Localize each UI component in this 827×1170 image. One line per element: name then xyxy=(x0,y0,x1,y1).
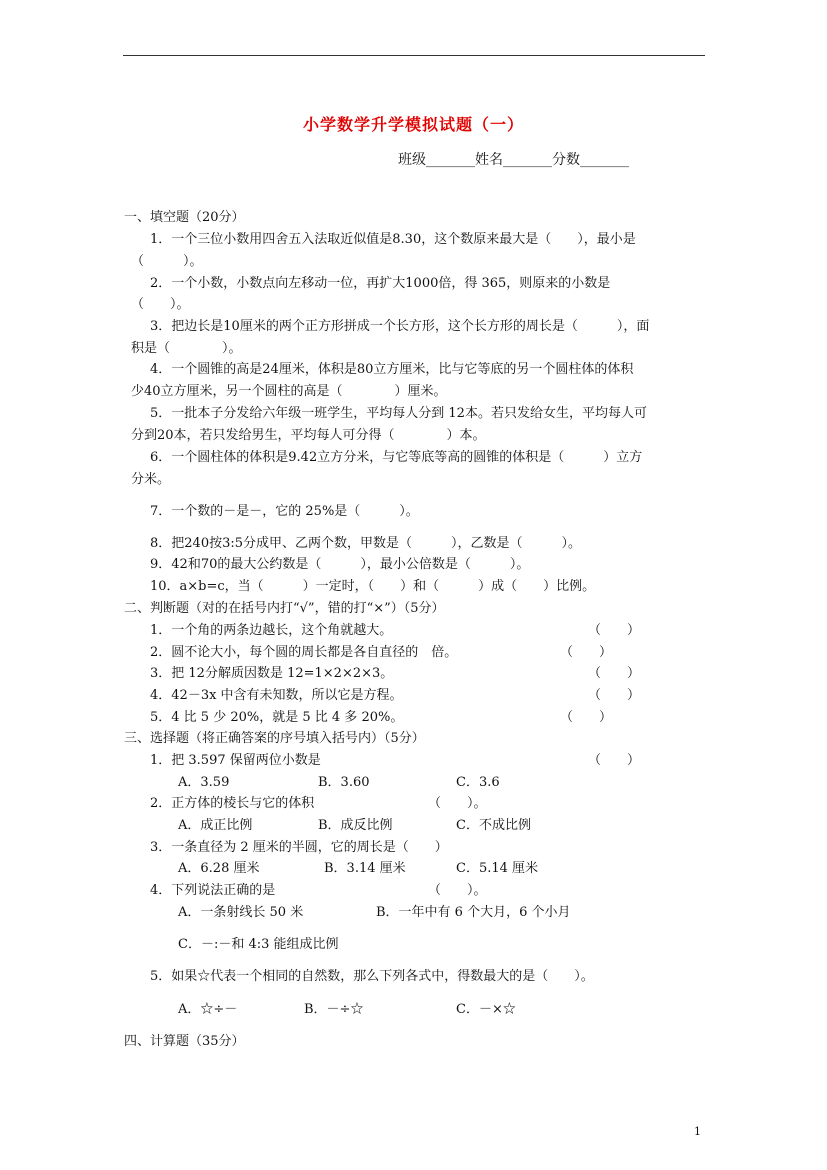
fill-question: 分米。 xyxy=(131,472,171,487)
header-fields: 班级_______姓名_______分数_______ xyxy=(398,152,629,168)
choice-option: C．－:－和 4:3 能组成比例 xyxy=(178,937,339,952)
answer-bracket: （ ） xyxy=(560,710,613,725)
choice-option: B．3.60 xyxy=(318,775,370,790)
section-heading: 四、计算题（35分） xyxy=(124,1034,245,1049)
answer-bracket: （ ） xyxy=(588,753,641,768)
fill-question: 少40立方厘米，另一个圆柱的高是（ ）厘米。 xyxy=(131,384,447,399)
fill-question: 3．把边长是10厘米的两个正方形拼成一个长方形，这个长方形的周长是（ ），面 xyxy=(150,319,650,334)
fill-question: （ ）。 xyxy=(131,254,203,269)
judge-question: 1．一个角的两条边越长，这个角就越大。 xyxy=(150,623,393,638)
fill-question: 分到20本，若只发给男生，平均每人可分得（ ）本。 xyxy=(131,428,486,443)
judge-question: 3．把 12分解质因数是 12=1×2×2×3。 xyxy=(150,666,394,681)
answer-bracket: （ ）。 xyxy=(428,883,487,898)
choice-question: 3．一条直径为 2 厘米的半圆，它的周长是（ ） xyxy=(150,840,448,855)
answer-bracket: （ ）。 xyxy=(428,796,487,811)
page-number: 1 xyxy=(694,1125,701,1138)
choice-option: B．成反比例 xyxy=(318,818,393,833)
fill-question: （ ）。 xyxy=(131,297,190,312)
choice-option: A．6.28 厘米 xyxy=(178,861,260,876)
answer-bracket: （ ） xyxy=(560,645,613,660)
judge-question: 4．42－3x 中含有未知数，所以它是方程。 xyxy=(150,688,403,703)
choice-option: A．成正比例 xyxy=(178,818,253,833)
choice-option: A．3.59 xyxy=(178,775,230,790)
choice-option: C．不成比例 xyxy=(456,818,531,833)
page-title: 小学数学升学模拟试题（一） xyxy=(302,115,524,134)
fill-question: 1．一个三位小数用四舍五入法取近似值是8.30，这个数原来最大是（ ），最小是 xyxy=(150,232,636,247)
choice-option: C．5.14 厘米 xyxy=(456,861,539,876)
answer-bracket: （ ） xyxy=(588,688,641,703)
judge-question: 5．4 比 5 少 20%，就是 5 比 4 多 20%。 xyxy=(150,710,404,725)
fill-question: 积是（ ）。 xyxy=(131,341,242,356)
header-rule xyxy=(123,55,705,56)
choice-option: C．3.6 xyxy=(456,775,500,790)
choice-option: B．一年中有 6 个大月，6 个小月 xyxy=(376,905,571,920)
section-heading: 一、填空题（20分） xyxy=(124,210,245,225)
choice-option: B．－÷☆ xyxy=(304,1002,364,1017)
choice-question: 1．把 3.597 保留两位小数是 xyxy=(150,753,321,768)
judge-question: 2．圆不论大小，每个圆的周长都是各自直径的 倍。 xyxy=(150,645,458,660)
choice-option: A．☆÷－ xyxy=(178,1002,238,1017)
fill-question: 7．一个数的－是－，它的 25%是（ ）。 xyxy=(150,504,419,519)
fill-question: 5．一批本子分发给六年级一班学生，平均每人分到 12本。若只发给女生，平均每人可 xyxy=(150,406,647,421)
choice-option: A．一条射线长 50 米 xyxy=(178,905,304,920)
fill-question: 8．把240按3:5分成甲、乙两个数，甲数是（ ），乙数是（ ）。 xyxy=(150,536,582,551)
choice-question: 2．正方体的棱长与它的体积 xyxy=(150,796,315,811)
fill-question: 6．一个圆柱体的体积是9.42立方分米，与它等底等高的圆锥的体积是（ ）立方 xyxy=(150,450,643,465)
choice-question: 5．如果☆代表一个相同的自然数，那么下列各式中，得数最大的是（ ）。 xyxy=(150,969,594,984)
section-heading: 三、选择题（将正确答案的序号填入括号内）（5分） xyxy=(124,731,425,746)
fill-question: 2．一个小数，小数点向左移动一位，再扩大1000倍，得 365，则原来的小数是 xyxy=(150,276,611,291)
choice-question: 4．下列说法正确的是 xyxy=(150,883,276,898)
section-heading: 二、判断题（对的在括号内打“√”，错的打“×”）（5分） xyxy=(124,601,445,616)
fill-question: 9．42和70的最大公约数是（ ），最小公倍数是（ ）。 xyxy=(150,557,530,572)
answer-bracket: （ ） xyxy=(588,623,641,638)
fill-question: 10．a×b=c，当（ ）一定时，（ ）和（ ）成（ ）比例。 xyxy=(150,579,596,594)
answer-bracket: （ ） xyxy=(588,666,641,681)
fill-question: 4．一个圆锥的高是24厘米，体积是80立方厘米，比与它等底的另一个圆柱体的体积 xyxy=(150,362,634,377)
choice-option: B．3.14 厘米 xyxy=(324,861,406,876)
choice-option: C．－×☆ xyxy=(456,1002,516,1017)
